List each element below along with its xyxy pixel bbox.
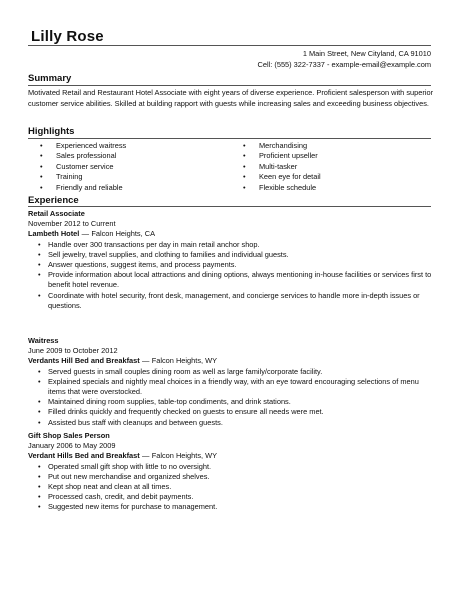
job-dates: January 2006 to May 2009 [28,441,116,451]
job-bullet: • Processed cash, credit, and debit payments. [38,492,438,502]
company-location-separator: — [142,451,150,461]
job-company: Lambeth Hotel [28,229,80,239]
job-bullet: • Sell jewelry, travel supplies, and clothing to families and individual guests. [38,250,438,260]
job-title: Gift Shop Sales Person [28,431,110,440]
highlight-item: • Proficient upseller [243,151,321,161]
job-bullet: • Assisted bus staff with cleanups and between guests. [38,418,438,428]
job-bullet: • Put out new merchandise and organized shelves. [38,472,438,482]
job-location: Falcon Heights, WY [151,451,218,461]
job-company-line [28,356,438,366]
highlight-item: • Keen eye for detail [243,172,321,182]
highlights-left-list [40,141,126,193]
job-company: Verdant Hills Bed and Breakfast [28,451,140,461]
company-location-separator: — [81,229,90,239]
job-entry-waitress [28,336,438,428]
header-divider [28,45,431,46]
highlights-divider [28,138,431,139]
contact-address: 1 Main Street, New Cityland, CA 91010 [302,49,431,58]
summary-divider [28,85,431,86]
contact-info [258,49,431,70]
summary-text: Motivated Retail and Restaurant Hotel Associate with eight years of diverse experience. Proficient salesperson with superior customer service abilities. Skilled at building rapport with guests while increasing sales and exceeding business objectives. [28,88,434,108]
job-company: Verdants Hill Bed and Breakfast [28,356,140,366]
job-bullet-list [38,367,438,428]
highlight-item: • Merchandising [243,141,321,151]
job-title: Waitress [28,336,59,345]
job-bullet: • Explained specials and nightly meal choices in a friendly way, with an eye toward encouraging selections of menu items that were overstocked. [38,377,438,397]
contact-phone-email: Cell: (555) 322-7337 - example-email@example.com [257,59,431,69]
job-location: Falcon Heights, CA [91,229,155,239]
highlight-item: • Multi-tasker [243,162,321,172]
highlights-right-list [243,141,321,193]
highlight-item: • Sales professional [40,151,126,161]
job-entry-retail-associate [28,209,438,311]
job-bullet: • Provide information about local attractions and dining options, always mentioning in-house facilities or services first to benefit hotel revenue. [38,270,438,290]
highlights-heading: Highlights [28,126,75,137]
highlight-item: • Training [40,172,126,182]
job-company-line [28,451,438,461]
highlight-item: • Experienced waitress [40,141,126,151]
job-bullet-list [38,462,438,513]
job-bullet: • Suggested new items for purchase to management. [38,502,438,512]
job-bullet: • Handle over 300 transactions per day in main retail anchor shop. [38,240,438,250]
job-dates: June 2009 to October 2012 [28,346,118,356]
job-bullet: • Answer questions, suggest items, and process payments. [38,260,438,270]
company-location-separator: — [142,356,150,366]
job-bullet: • Kept shop neat and clean at all times. [38,482,438,492]
highlight-item: • Friendly and reliable [40,183,126,193]
job-bullet-list [38,240,438,311]
job-bullet: • Maintained dining room supplies, table-top condiments, and drink stations. [38,397,438,407]
job-title: Retail Associate [28,209,85,218]
job-bullet: • Operated small gift shop with little to no oversight. [38,462,438,472]
experience-heading: Experience [28,195,79,206]
job-entry-gift-shop-sales-person [28,431,438,513]
job-bullet: • Coordinate with hotel security, front desk, management, and concierge services to handle more in-depth issues or questions. [38,291,438,311]
job-dates: November 2012 to Current [28,219,116,229]
job-company-line [28,229,438,239]
experience-divider [28,206,431,207]
summary-heading: Summary [28,73,72,84]
candidate-name: Lilly Rose [31,28,104,45]
job-bullet: • Served guests in small couples dining room as well as large family/corporate facility. [38,367,438,377]
job-location: Falcon Heights, WY [151,356,218,366]
job-bullet: • Filled drinks quickly and frequently checked on guests to ensure all needs were met. [38,407,438,417]
highlight-item: • Customer service [40,162,126,172]
highlight-item: • Flexible schedule [243,183,321,193]
